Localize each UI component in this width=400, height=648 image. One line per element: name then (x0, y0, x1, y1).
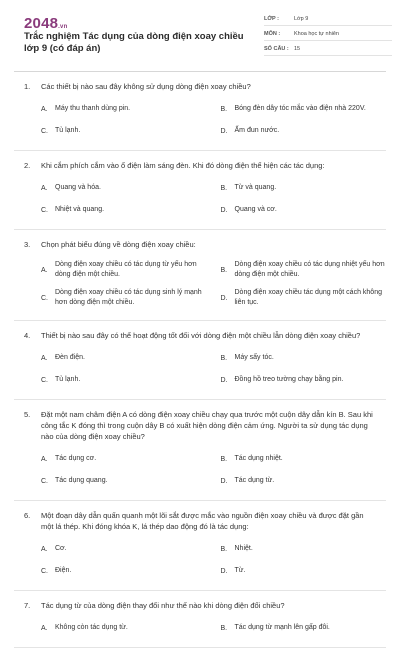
option-text: Tác dụng từ mạnh lên gấp đôi. (234, 624, 330, 631)
question-number: 6. (24, 511, 31, 520)
option-letter: B. (220, 455, 228, 463)
option-text: Từ và quang. (234, 184, 277, 191)
option-letter: A. (41, 184, 48, 192)
answer-option[interactable] (221, 120, 387, 142)
option-text: Dòng điện xoay chiều có tác dụng nhiệt yếu hơn dòng điện một chiều. (234, 261, 385, 278)
question-stem (24, 151, 386, 171)
answer-option[interactable] (221, 538, 387, 560)
meta-key: LỚP : (264, 15, 279, 22)
question-stem (24, 230, 386, 250)
option-text: Máy sấy tóc. (234, 354, 274, 361)
option-text: Máy thu thanh dùng pin. (55, 105, 131, 112)
option-text: Đồng hồ treo tường chạy bằng pin. (234, 376, 344, 383)
answer-option[interactable] (41, 538, 207, 560)
option-text: Nhiệt. (234, 545, 253, 552)
answer-options (24, 171, 386, 229)
option-letter: B. (220, 354, 228, 362)
question-text: Thiết bị nào sau đây có thể hoạt động tốt đối với dòng điện một chiều lẫn dòng điện xoay chiều? (41, 331, 361, 340)
option-letter: C. (41, 567, 48, 575)
answer-option[interactable] (41, 177, 207, 199)
answer-option[interactable] (221, 617, 387, 639)
document-header (14, 0, 386, 72)
question-text: Đặt một nam châm điện A có dòng điện xoay chiều chạy qua trước một cuộn dây dẫn kín B. Sau khi công tắc K đóng thì trong cuộn dây B có xuất hiện dòng điện cảm ứng. Người ta sử dụng tác dụng nào của dòng điện xoay chiều? (41, 410, 373, 441)
meta-value: Lớp 9 (294, 15, 309, 22)
option-text: Ấm đun nước. (234, 127, 280, 134)
option-text: Từ. (234, 567, 246, 574)
option-letter: B. (220, 266, 228, 274)
option-letter: B. (220, 624, 228, 632)
question-stem (24, 321, 386, 341)
answer-option[interactable] (221, 98, 387, 120)
option-text: Cơ. (55, 545, 67, 552)
answer-option[interactable] (221, 369, 387, 391)
question-text: Tác dụng từ của dòng điện thay đổi như thế nào khi dòng điện đổi chiều? (41, 601, 285, 610)
option-text: Tác dụng từ. (234, 477, 275, 484)
question-number: 1. (24, 82, 31, 91)
answer-option[interactable] (221, 560, 387, 582)
answer-option[interactable] (41, 470, 207, 492)
answer-options (24, 92, 386, 150)
meta-key: MÔN : (264, 30, 281, 37)
option-text: Tác dụng quang. (55, 477, 108, 484)
question-number: 3. (24, 240, 31, 249)
option-letter: D. (220, 206, 228, 214)
answer-options (24, 442, 386, 500)
answer-option[interactable] (41, 256, 207, 284)
site-logo[interactable] (24, 15, 67, 32)
option-text: Dòng điện xoay chiều có tác dụng từ yếu hơn dòng điện một chiều. (55, 261, 197, 278)
answer-option[interactable] (41, 120, 207, 142)
question-stem (24, 400, 386, 442)
question-number: 2. (24, 161, 31, 170)
answer-option[interactable] (41, 284, 207, 312)
option-letter: D. (220, 376, 228, 384)
option-letter: A. (41, 624, 48, 632)
answer-option[interactable] (41, 448, 207, 470)
question-text: Chọn phát biểu đúng về dòng điện xoay chiều: (41, 240, 196, 249)
question-text: Các thiết bị nào sau đây không sử dụng dòng điện xoay chiều? (41, 82, 251, 91)
option-letter: C. (41, 127, 48, 135)
option-letter: A. (41, 545, 48, 553)
meta-value: 15 (294, 45, 301, 52)
option-letter: B. (220, 184, 228, 192)
option-letter: B. (220, 105, 228, 113)
option-text: Nhiệt và quang. (55, 206, 105, 213)
option-letter: C. (41, 294, 48, 302)
answer-option[interactable] (221, 177, 387, 199)
answer-option[interactable] (221, 256, 387, 284)
question-stem (24, 72, 386, 92)
question-item (14, 230, 386, 321)
question-text: Khi cắm phích cắm vào ổ điện làm sáng đèn. Khi đó dòng điện thể hiện các tác dụng: (41, 161, 325, 170)
option-text: Tủ lạnh. (55, 376, 81, 383)
answer-option[interactable] (41, 560, 207, 582)
option-text: Tác dụng nhiệt. (234, 455, 283, 462)
answer-option[interactable] (221, 347, 387, 369)
question-list (14, 72, 386, 648)
answer-option[interactable] (41, 98, 207, 120)
question-number: 4. (24, 331, 31, 340)
option-text: Không còn tác dụng từ. (55, 624, 128, 631)
option-text: Quang và cơ. (234, 206, 277, 213)
answer-option[interactable] (41, 369, 207, 391)
question-item (14, 321, 386, 400)
option-letter: D. (220, 294, 228, 302)
option-letter: A. (41, 105, 48, 113)
question-item (14, 72, 386, 151)
answer-options (24, 341, 386, 399)
option-letter: C. (41, 376, 48, 384)
option-letter: D. (220, 477, 228, 485)
option-letter: A. (41, 354, 48, 362)
option-text: Dòng điện xoay chiều tác dụng một cách không liên tục. (234, 289, 382, 306)
option-text: Bóng đèn dây tóc mắc vào điện nhà 220V. (234, 105, 366, 112)
question-stem (24, 501, 386, 532)
question-number: 5. (24, 410, 31, 419)
option-text: Tác dụng cơ. (55, 455, 97, 462)
answer-option[interactable] (41, 347, 207, 369)
question-item (14, 501, 386, 591)
answer-options (24, 250, 386, 320)
meta-row-class (264, 12, 392, 26)
question-item (14, 400, 386, 501)
answer-options (24, 611, 386, 647)
option-letter: C. (41, 477, 48, 485)
question-text: Một đoạn dây dẫn quấn quanh một lõi sắt được mắc vào nguồn điện xoay chiều và được đặt gần một lá thép. Khi đóng khóa K, lá thép dao động đó là tác dụng: (41, 511, 364, 531)
answer-option[interactable] (41, 617, 207, 639)
question-stem (24, 591, 386, 611)
question-item (14, 591, 386, 648)
answer-option[interactable] (221, 470, 387, 492)
question-item (14, 151, 386, 230)
option-text: Quang và hóa. (55, 184, 101, 191)
option-text: Đèn điện. (55, 354, 85, 361)
option-text: Tủ lạnh. (55, 127, 81, 134)
answer-options (24, 532, 386, 590)
option-letter: C. (41, 206, 48, 214)
answer-option[interactable] (221, 284, 387, 312)
question-number: 7. (24, 601, 31, 610)
option-letter: D. (220, 127, 228, 135)
meta-table (264, 12, 392, 57)
logo-main: 2048 (24, 15, 59, 32)
meta-value: Khoa học tự nhiên (294, 30, 339, 37)
option-letter: B. (220, 545, 228, 553)
answer-option[interactable] (221, 199, 387, 221)
meta-row-count (264, 42, 392, 56)
meta-row-subject (264, 27, 392, 41)
page-title: Trắc nghiệm Tác dụng của dòng điện xoay chiều lớp 9 (có đáp án) (24, 31, 244, 54)
option-letter: D. (220, 567, 228, 575)
answer-option[interactable] (221, 448, 387, 470)
option-letter: A. (41, 455, 48, 463)
option-letter: A. (41, 266, 48, 274)
meta-key: SỐ CÂU : (264, 45, 289, 52)
option-text: Dòng điện xoay chiều có tác dụng sinh lý mạnh hơn dòng điện một chiều. (55, 289, 202, 306)
answer-option[interactable] (41, 199, 207, 221)
option-text: Điện. (55, 567, 72, 574)
logo-suffix: .vn (58, 24, 68, 30)
